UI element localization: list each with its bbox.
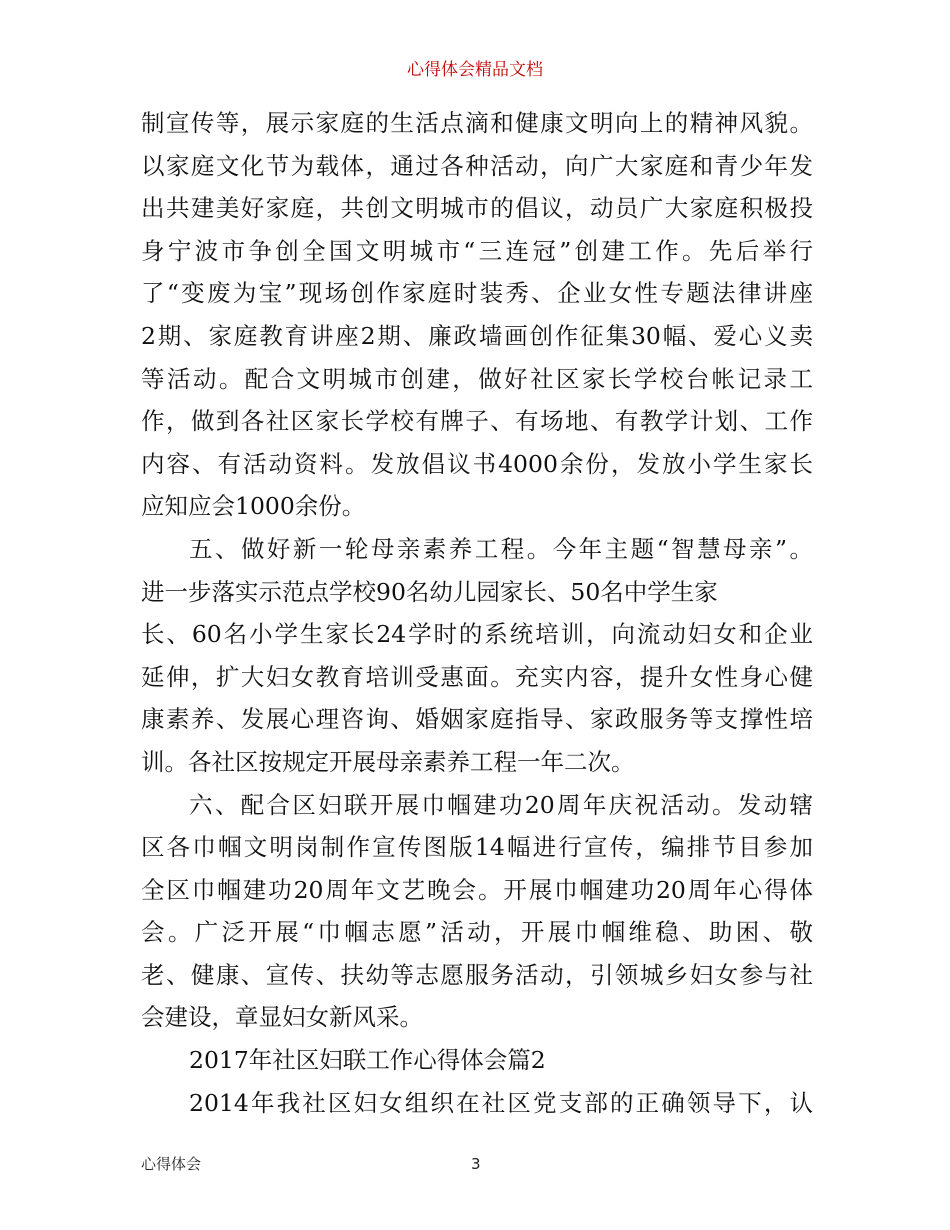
footer-label: 心得体会 (141, 1155, 202, 1173)
text-line: 了“变废为宝”现场创作家庭时装秀、企业女性专题法律讲座 (141, 279, 813, 308)
text-line: 训。各社区按规定开展母亲素养工程一年二次。 (141, 747, 635, 776)
text-line: 长、60名小学生家长24学时的系统培训，向流动妇女和企业 (141, 620, 813, 649)
article-title-line: 2017年社区妇联工作心得体会篇2 (189, 1046, 546, 1075)
text-line: 全区巾帼建功20周年文艺晚会。开展巾帼建功20周年心得体 (141, 875, 813, 904)
text-line: 制宣传等，展示家庭的生活点滴和健康文明向上的精神风貌。 (141, 109, 813, 137)
text-line: 区各巾帼文明岗制作宣传图版14幅进行宣传，编排节目参加 (141, 833, 813, 862)
text-line: 延伸，扩大妇女教育培训受惠面。充实内容，提升女性身心健 (141, 662, 813, 691)
text-line: 应知应会1000余份。 (141, 492, 366, 521)
text-line: 2014年我社区妇女组织在社区党支部的正确领导下，认 (189, 1088, 813, 1117)
section-heading-line: 五、做好新一轮母亲素养工程。今年主题“智慧母亲”。 (189, 534, 813, 563)
text-line: 出共建美好家庭，共创文明城市的倡议，动员广大家庭积极投 (141, 194, 813, 223)
text-line: 进一步落实示范点学校90名幼儿园家长、50名中学生家 (141, 577, 718, 606)
text-line: 老、健康、宣传、扶幼等志愿服务活动，引领城乡妇女参与社 (141, 960, 813, 989)
page-number: 3 (471, 1155, 481, 1173)
text-line: 会。广泛开展“巾帼志愿”活动，开展巾帼维稳、助困、敬 (141, 918, 813, 947)
text-line: 身宁波市争创全国文明城市“三连冠”创建工作。先后举行 (141, 236, 813, 265)
page-header: 心得体会精品文档 (407, 60, 543, 80)
text-line: 康素养、发展心理咨询、婚姻家庭指导、家政服务等支撑性培 (141, 705, 813, 734)
text-line: 作，做到各社区家长学校有牌子、有场地、有教学计划、工作 (141, 407, 813, 436)
text-line: 会建设，章显妇女新风采。 (141, 1003, 423, 1032)
section-heading-line: 六、配合区妇联开展巾帼建功20周年庆祝活动。发动辖 (189, 790, 813, 819)
document-body (141, 102, 813, 1124)
page-footer (141, 1152, 813, 1176)
text-line: 等活动。配合文明城市创建，做好社区家长学校台帐记录工 (141, 364, 813, 393)
text-line: 内容、有活动资料。发放倡议书4000余份，发放小学生家长 (141, 449, 813, 478)
text-line: 以家庭文化节为载体，通过各种活动，向广大家庭和青少年发 (141, 151, 813, 180)
text-line: 2期、家庭教育讲座2期、廉政墙画创作征集30幅、爱心义卖 (141, 321, 813, 350)
